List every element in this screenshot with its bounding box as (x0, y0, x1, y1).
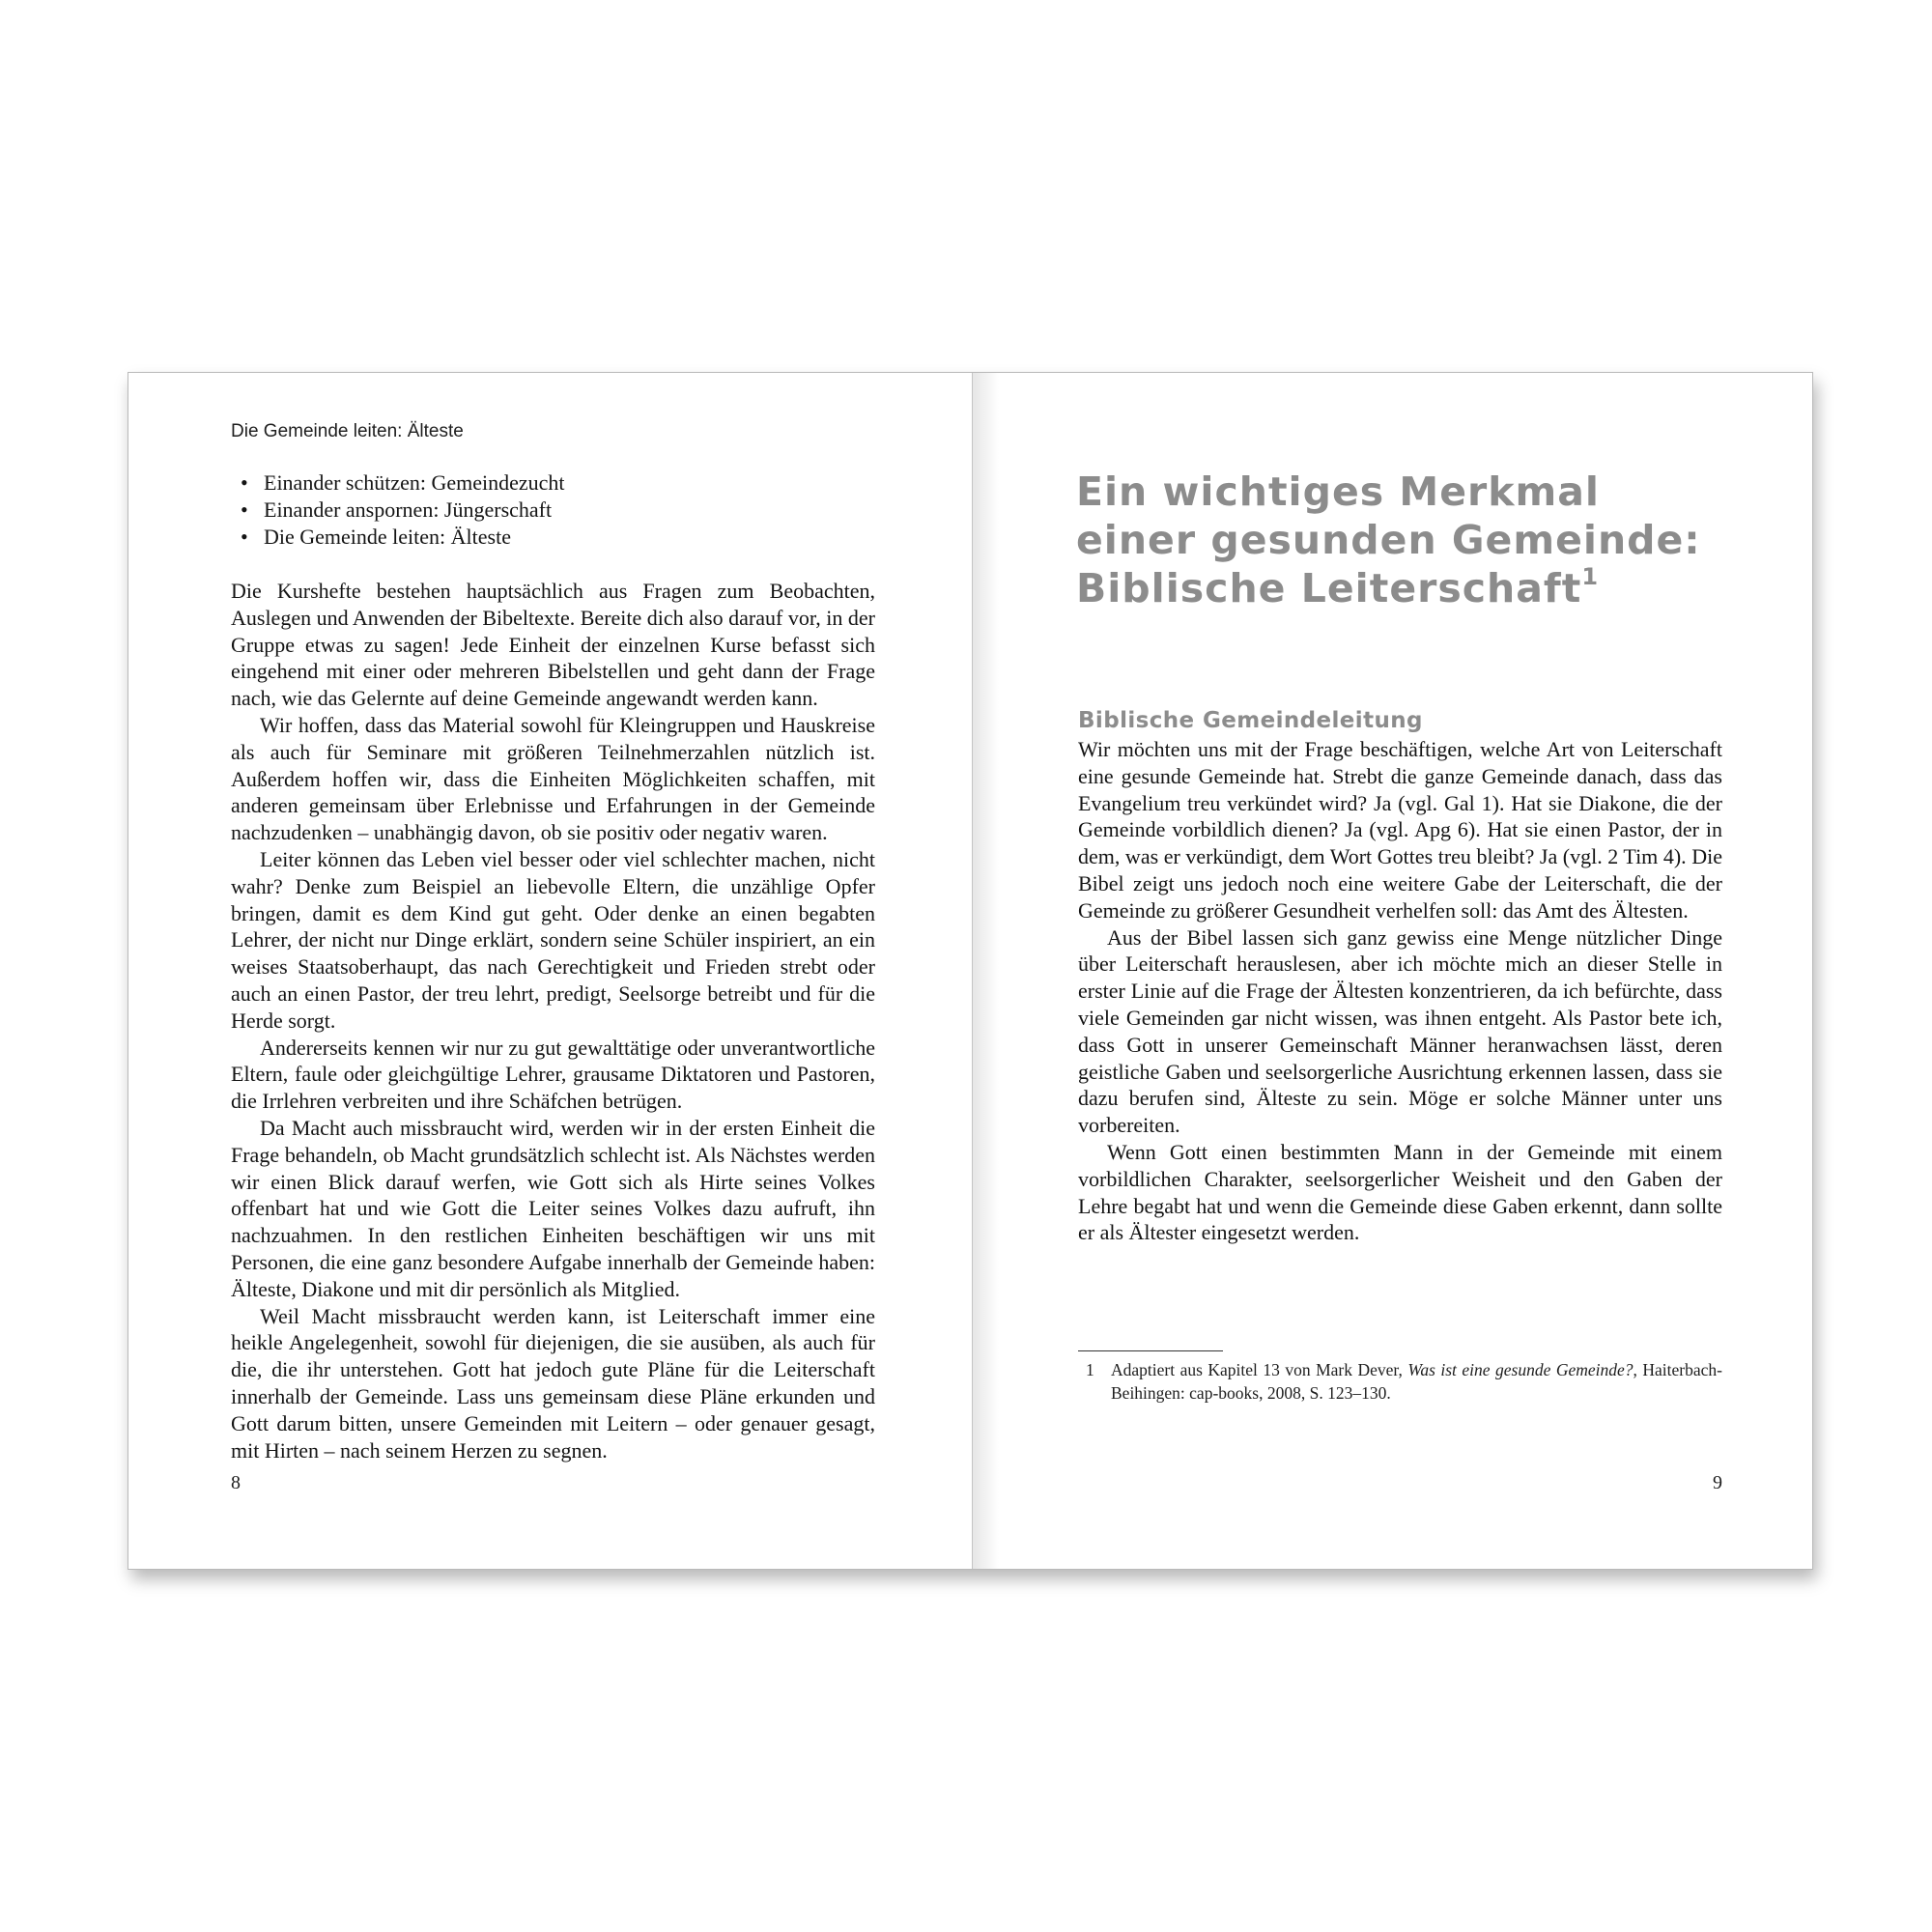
footnote-text-before: Adaptiert aus Kapitel 13 von Mark Dever, (1111, 1360, 1408, 1379)
chapter-title-line: einer gesunden Gemeinde: (1076, 517, 1701, 563)
chapter-title-line-text: Biblische Leiterschaft (1076, 565, 1582, 611)
page-number: 9 (1713, 1472, 1722, 1493)
bullet-icon: • (241, 497, 248, 522)
course-list (241, 469, 897, 551)
paragraph: Leiter können das Leben viel besser oder viel schlechter machen, nicht wahr? Denke zum Beispiel an liebevolle Eltern, die unzählige Opfer bringen, damit es dem Kind gut geht. Oder denke an einen begabten Lehrer, der nicht nur Dinge erklärt, sondern seine Schüler inspiriert, an ein weises Staatsoberhaupt, das nach Gerechtigkeit und Frieden strebt oder auch an einen Pastor, der treu lehrt, predigt, Seelsorge betreibt und für die Herde sorgt. (231, 846, 875, 1033)
list-item-text: Einander schützen: Gemeindezucht (264, 470, 565, 495)
paragraph: Da Macht auch missbraucht wird, werden wir in der ersten Einheit die Frage behandeln, ob Macht grundsätzlich schlecht ist. Als Nächstes werden wir einen Blick darauf werfen, wie Gott sich als Hirte seines Volkes offenbart hat und wie Gott die Leiter seines Volkes dazu aufruft, ihn nachzuahmen. In den restlichen Einheiten beschäftigen wir uns mit Personen, die eine ganz besondere Aufgabe innerhalb der Gemeinde haben: Älteste, Diakone und mit dir persönlich als Mitglied. (231, 1115, 875, 1301)
paragraph: Andererseits kennen wir nur zu gut gewalttätige oder unverantwortliche Eltern, faule oder gleichgültige Lehrer, grausame Diktatoren und Pastoren, die Irrlehren verbreiten und ihre Schäfchen betrügen. (231, 1035, 875, 1114)
page-number: 8 (231, 1472, 241, 1493)
footnote-text (1111, 1358, 1722, 1405)
left-page (128, 373, 972, 1569)
footnote-divider (1078, 1350, 1223, 1351)
bullet-icon: • (241, 470, 248, 495)
running-head: Die Gemeinde leiten: Älteste (231, 421, 464, 441)
paragraph: Die Kurshefte bestehen hauptsächlich aus Fragen zum Beobachten, Auslegen und Anwenden der Bibeltexte. Bereite dich also darauf vor, in der Gruppe etwas zu sagen! Jede Einheit der einzelnen Kurse befasst sich eingehend mit einer oder mehreren Bibelstellen und geht dann der Frage nach, wie das Gelernte auf deine Gemeinde angewandt werden kann. (231, 579, 875, 711)
list-item (241, 524, 897, 551)
chapter-title-line: Ein wichtiges Merkmal (1076, 469, 1600, 515)
section-title: Biblische Gemeindeleitung (1078, 708, 1423, 733)
list-item-text: Die Gemeinde leiten: Älteste (264, 525, 511, 549)
list-item (241, 497, 897, 524)
book-spread (128, 372, 1813, 1570)
chapter-title (1076, 468, 1752, 612)
right-body-text (1078, 736, 1722, 1246)
paragraph: Wenn Gott einen bestimmten Mann in der Gemeinde mit einem vorbildlichen Charakter, seelsorgerlicher Weisheit und den Gaben der Lehre begabt hat und wenn die Gemeinde diese Gaben erkennt, dann sollte er als Ältester eingesetzt werden. (1078, 1139, 1722, 1245)
paragraph: Aus der Bibel lassen sich ganz gewiss eine Menge nützlicher Dinge über Leiterschaft herauslesen, aber ich möchte mich an dieser Stelle in erster Linie auf die Frage der Ältesten konzentrieren, da ich befürchte, dass viele Gemeinden gar nicht wissen, was ihnen entgeht. Als Pastor bete ich, dass Gott in unserer Gemeinschaft Männer heranwachsen lässt, deren geistliche Gaben und seelsorgerliche Ausrichtung erkennen lassen, dass sie dazu berufen sind, Älteste zu sein. Möge er solche Männer unter uns vorbereiten. (1078, 924, 1722, 1138)
footnote-book-title: Was ist eine gesunde Gemeinde? (1407, 1360, 1634, 1379)
paragraph: Weil Macht missbraucht werden kann, ist Leiterschaft immer eine heikle Angelegenheit, sowohl für diejenigen, die sie ausüben, als auch für die, die ihr unterstehen. Gott hat jedoch gute Pläne für die Leiterschaft innerhalb der Gemeinde. Lass uns gemeinsam diese Pläne erkunden und Gott darum bitten, unsere Gemeinden mit Leitern – oder genauer gesagt, mit Hirten – nach seinem Herzen zu segnen. (231, 1303, 875, 1463)
list-item-text: Einander anspornen: Jüngerschaft (264, 497, 553, 522)
left-body-text (231, 578, 875, 1463)
paragraph: Wir hoffen, dass das Material sowohl für Kleingruppen und Hauskreise als auch für Seminare mit größeren Teilnehmerzahlen nützlich ist. Außerdem hoffen wir, dass die Einheiten Möglichkeiten schaffen, mit anderen gemeinsam über Erlebnisse und Erfahrungen in der Gemeinde nachzudenken – unabhängig davon, ob sie positiv oder negativ waren. (231, 712, 875, 845)
paragraph: Wir möchten uns mit der Frage beschäftigen, welche Art von Leiterschaft eine gesunde Gemeinde hat. Strebt die ganze Gemeinde danach, dass das Evangelium treu verkündet wird? Ja (vgl. Gal 1). Hat sie Diakone, die der Gemeinde vorbildlich dienen? Ja (vgl. Apg 6). Hat sie einen Pastor, der in dem, was er verkündigt, dem Wort Gottes treu bleibt? Ja (vgl. 2 Tim 4). Die Bibel zeigt uns jedoch noch eine weitere Gabe der Leiterschaft, die der Gemeinde zu größerer Gesundheit verhelfen soll: das Amt des Ältesten. (1078, 737, 1722, 923)
right-page (972, 373, 1814, 1569)
footnote-text-after: , Haiterbach-Beihingen: cap-books, 2008, S. 123–130. (1111, 1360, 1722, 1403)
footnote-number: 1 (1086, 1360, 1094, 1379)
footnote (1078, 1358, 1722, 1405)
chapter-title-line-last (1076, 564, 1752, 612)
bullet-icon: • (241, 525, 248, 549)
list-item (241, 469, 897, 497)
gutter-shadow (972, 373, 999, 1569)
gutter-line (972, 373, 973, 1569)
footnote-reference: 1 (1581, 563, 1600, 590)
